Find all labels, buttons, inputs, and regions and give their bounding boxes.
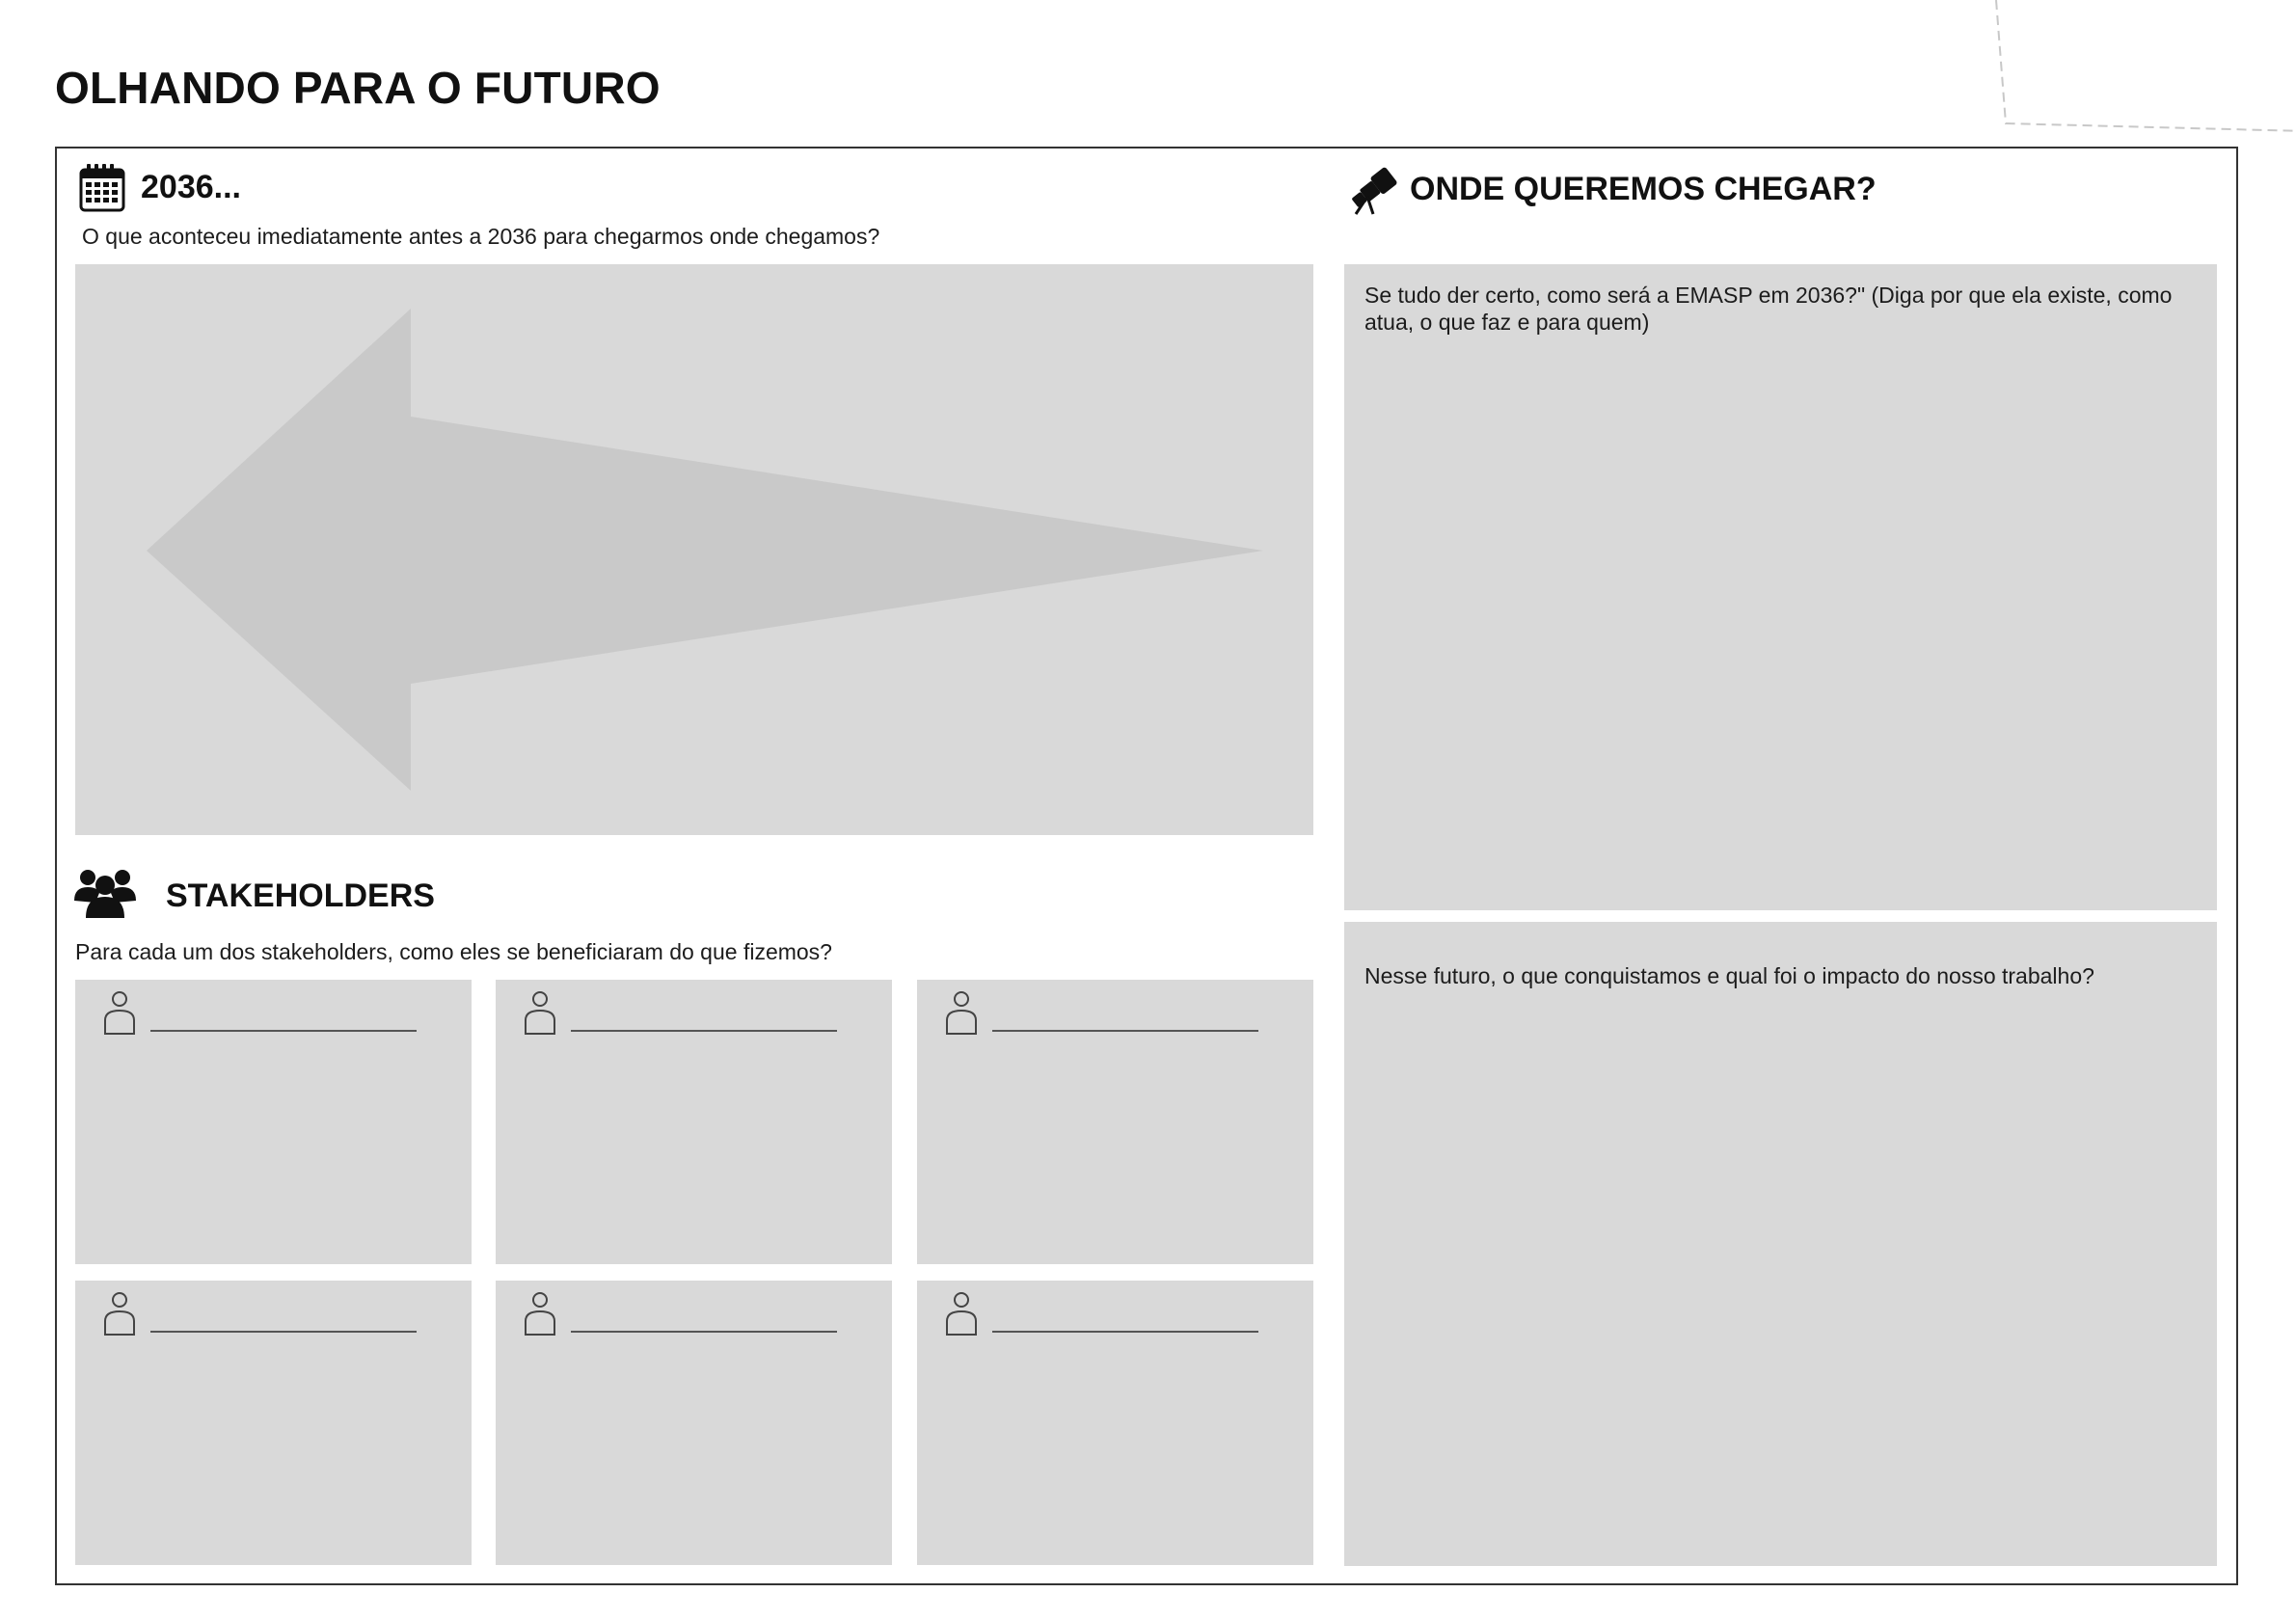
destination-header [1346, 162, 1877, 216]
person-icon [102, 989, 137, 1036]
stakeholder-card-4[interactable] [75, 1281, 472, 1565]
vision-panel[interactable] [1344, 264, 2217, 910]
stakeholder-name-line[interactable] [992, 1030, 1258, 1032]
stakeholder-name-line[interactable] [571, 1331, 837, 1333]
stakeholder-name-line[interactable] [571, 1030, 837, 1032]
calendar-icon [79, 162, 125, 212]
telescope-icon [1346, 162, 1400, 216]
stakeholders-header [74, 864, 435, 918]
stakeholder-card-5[interactable] [496, 1281, 892, 1565]
page-title: OLHANDO PARA O FUTURO [55, 63, 661, 113]
stakeholder-card-2[interactable] [496, 980, 892, 1264]
stakeholder-card-3[interactable] [917, 980, 1313, 1264]
timeline-title: 2036... [141, 168, 241, 205]
timeline-prompt: O que aconteceu imediatamente antes a 2036 para chegarmos onde chegamos? [82, 224, 880, 249]
impact-prompt: Nesse futuro, o que conquistamos e qual foi o impacto do nosso trabalho? [1364, 963, 2094, 988]
users-icon [74, 864, 136, 918]
person-icon [944, 989, 979, 1036]
stakeholder-name-line[interactable] [992, 1331, 1258, 1333]
stakeholder-card-6[interactable] [917, 1281, 1313, 1565]
stakeholder-name-line[interactable] [150, 1030, 417, 1032]
vision-prompt: Se tudo der certo, como será a EMASP em 2036?" (Diga por que ela existe, como atua, o que faz e para quem) [1364, 283, 2173, 335]
impact-panel[interactable] [1344, 922, 2217, 1566]
timeline-panel[interactable] [75, 264, 1313, 835]
person-icon [523, 1290, 557, 1336]
destination-title: ONDE QUEREMOS CHEGAR? [1410, 170, 1877, 207]
person-icon [102, 1290, 137, 1336]
stakeholder-card-1[interactable] [75, 980, 472, 1264]
stakeholders-title: STAKEHOLDERS [166, 877, 435, 914]
person-icon [523, 989, 557, 1036]
person-icon [944, 1290, 979, 1336]
timeline-header [79, 162, 241, 212]
left-arrow-graphic [75, 264, 1313, 835]
stakeholders-prompt: Para cada um dos stakeholders, como eles se beneficiaram do que fizemos? [75, 939, 832, 964]
corner-dashed-decoration [1986, 0, 2296, 135]
stakeholder-name-line[interactable] [150, 1331, 417, 1333]
